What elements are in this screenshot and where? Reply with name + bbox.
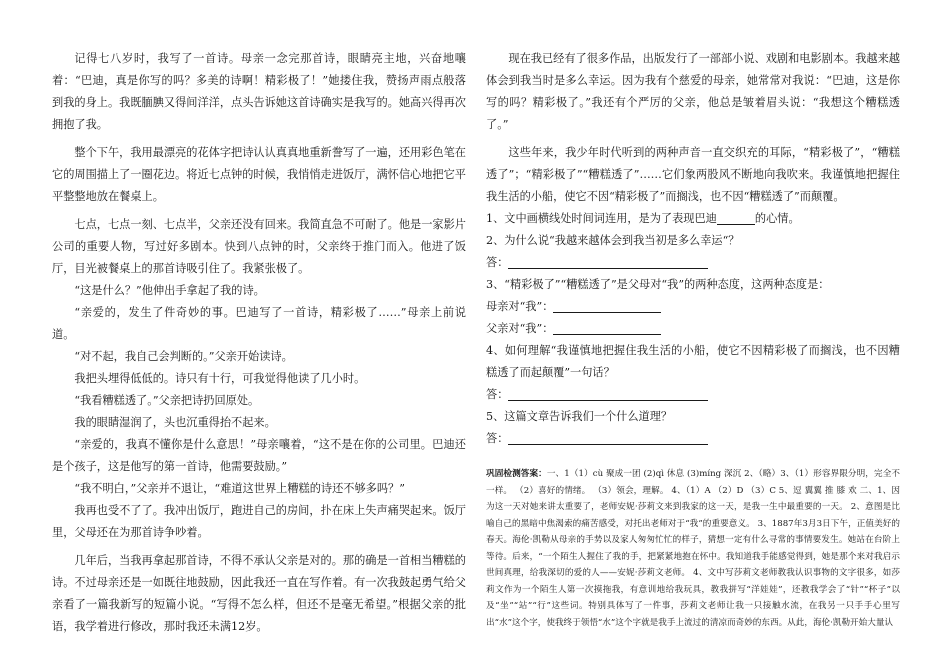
- answer-line: [486, 428, 900, 450]
- question-5: 5、这篇文章告诉我们一个什么道理？: [486, 410, 673, 423]
- paragraph: 记得七八岁时，我写了一首诗。母亲一念完那首诗，眼睛亮主地，兴奋地嚷着：“巴迪，真是你写的吗？多美的诗啊！精彩极了！”她搂住我，赞扬声雨点般落到我的身上。我既腼腆又得间洋洋，点头告诉她这首诗确实是我写的。她高兴得再次拥抱了我。: [52, 52, 466, 131]
- paragraph: 整个下午，我用最漂亮的花体字把诗认认真真地重新誊写了一遍，还用彩色笔在它的周围描上了一圈花边。将近七点钟的时候，我悄悄走进饭厅，满怀信心地把它平平整整地放在餐桌上。: [52, 146, 466, 203]
- answer-blank[interactable]: [508, 388, 708, 401]
- father-attitude-label: 父亲对“我”：: [486, 322, 554, 335]
- question-1-tail: 的心情。: [754, 212, 800, 225]
- question-3: 3、“精彩极了”“糟糕透了”是父母对“我”的两种态度，这两种态度是：: [486, 278, 830, 291]
- answer-key-body: 一、1（1）cù 聚成一团 (2)qì 休息 (3)míng 深沉 2、（略）3、（1）形容界限分明，完全不一样。 （2）喜好的情绪。 （3）领会，理解。 4、（1）A （2）D （3）C 5、逗 翼翼 推 膝 欢 二、1、因为这一天对她来讲太重要了，老师安妮·莎莉文来到我家的这一天，是我一生中最重要的一天。 2、意图是比喻自己的黑暗中焦渴索的痛苦感受，对托出老师对于“我”的重要意义。 3、1887年3月3日下午，正值美好的春天。海伦·凯勒从母亲的手势以及家人匆匆忙忙的样子，猜想一定有什么寻常的事情要发生。她站在台阶上等待。后来，“一个陌生人握住了我的手，把紧紧地抱在怀中。我知道我手能感觉得到，她是那个来对我启示世间真理，给我深切的爱的人——安妮·莎莉文老师。 4、文中写莎莉文老师教我认识事物的文字很多，如莎莉文作为一个陌生人第一次摸拖我，有意训地给我玩具，教我拼写“洋娃娃”，还教我学会了“针”“杯子”以及“坐”“站”“行”这些词。特别具体写了一件事，莎莉文老师让我一只接触水流，在我另一只手手心里写出“水”这个字，使我终于领悟“水”这个字就是我手上流过的清凉而奇妙的东西。从此，海伦·凯勒开始大量认: [486, 469, 900, 628]
- answer-key-text: [486, 466, 900, 631]
- paragraph: 几年后，当我再拿起那首诗，不得不承认父亲是对的。那的确是一首相当糟糕的诗。不过母亲还是一如既往地鼓励，因此我还一直在写作着。有一次我鼓起勇气给父亲看了一篇我新写的短篇小说。“写得不怎么样，但还不是毫无希望。”根据父亲的批语，我学着进行修改，那时我还未满12岁。: [52, 554, 466, 633]
- paragraph: 我的眼睛湿润了，头也沉重得抬不起来。: [74, 416, 276, 429]
- paragraph: “我看糟糕透了。”父亲把诗扔回原处。: [74, 394, 260, 407]
- question-4: 4、如何理解“我谨慎地把握住我生活的小船，使它不因精彩极了而搁浅，也不因糟糕透了而起颠覆”一句话？: [486, 344, 900, 379]
- mother-attitude-label: 母亲对“我”：: [486, 300, 554, 313]
- answer-blank[interactable]: [553, 322, 661, 335]
- question-1: [486, 208, 900, 230]
- paragraph: 现在我已经有了很多作品，出版发行了一部部小说、戏剧和电影剧本。我越来越体会到我当时是多么幸运。因为我有个慈爱的母亲，她常常对我说：“巴迪，这是你写的吗？精彩极了。”我还有个严厉的父亲，他总是皱着眉头说：“我想这个糟糕透了。”: [486, 52, 900, 131]
- question-list: [486, 208, 900, 450]
- paragraph: 我把头埋得低低的。诗只有十行，可我觉得他读了几小时。: [74, 372, 366, 385]
- paragraph: “亲爱的，发生了件奇妙的事。巴迪写了一首诗，精彩极了……”母亲上前说道。: [52, 306, 466, 341]
- answer-label: 答：: [486, 256, 509, 269]
- answer-label: 答：: [486, 432, 509, 445]
- answer-line: [486, 252, 900, 274]
- paragraph: “对不起，我自己会判断的。”父亲开始读诗。: [74, 350, 293, 363]
- paragraph: “亲爱的，我真不懂你是什么意思！”母亲嚷着，“这不是在你的公司里。巴迪还是个孩子，这是他写的第一首诗，他需要鼓励。”: [52, 438, 466, 473]
- paragraph: “这是什么？”他伸出手拿起了我的诗。: [74, 284, 265, 297]
- paragraph: 这些年来，我少年时代听到的两种声音一直交织充的耳际，“精彩极了”，“糟糕透了”；“精彩极了”“糟糕透了”……它们象两股风不断地向我吹来。我谨慎地把握住我生活的小船，使它不因“精彩极了”而搁浅，也不因“糟糕透了”而颠覆。: [486, 146, 900, 203]
- answer-label: 答：: [486, 388, 509, 401]
- answer-key: [486, 466, 900, 631]
- story-left-column: [52, 48, 466, 638]
- answer-blank[interactable]: [553, 300, 661, 313]
- answer-blank[interactable]: [508, 256, 708, 269]
- question-2: 2、为什么说“我越来越体会到我当初是多么幸运“？: [486, 234, 740, 247]
- answer-blank[interactable]: [717, 212, 755, 225]
- story-right-column: [486, 48, 900, 631]
- answer-blank[interactable]: [508, 432, 708, 445]
- answer-key-title: 巩固检测答案：: [486, 469, 547, 479]
- paragraph: 我再也受不了了。我冲出饭厅，跑进自己的房间，扑在床上失声痛哭起来。饭厅里，父母还在为那首诗争吵着。: [52, 504, 466, 539]
- question-1-text: 1、文中画横线处时间词连用，是为了表现巴迪: [486, 212, 717, 225]
- father-attitude-line: [486, 318, 900, 340]
- paragraph: 七点，七点一刻、七点半，父亲还没有回来。我简直急不可耐了。他是一家影片公司的重要人物，写过好多剧本。快到八点钟的时，父亲终于推门而入。他进了饭厅，目光被餐桌上的那首诗吸引住了。我紧张极了。: [52, 218, 466, 275]
- answer-line: [486, 384, 900, 406]
- paragraph: “我不明白，”父亲并不退让，“难道这世界上糟糕的诗还不够多吗？”: [74, 482, 405, 495]
- mother-attitude-line: [486, 296, 900, 318]
